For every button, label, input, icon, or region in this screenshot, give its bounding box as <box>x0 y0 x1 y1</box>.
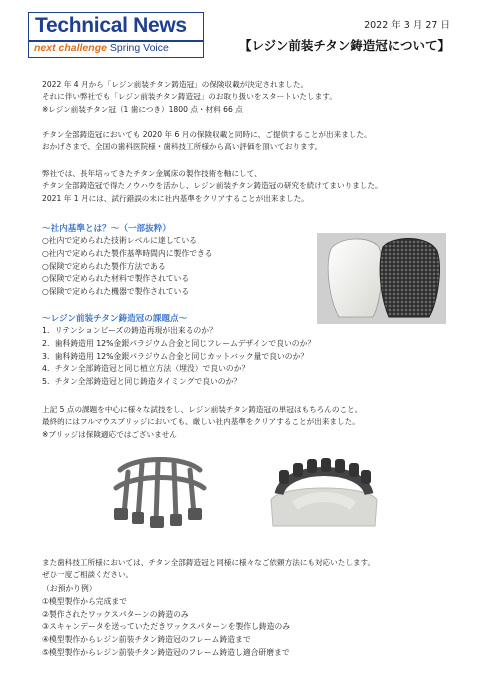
list-item: ①模型製作から完成まで <box>42 596 127 606</box>
list-item: 1．リテンションビーズの鋳造再現が出来るのか？ <box>42 326 217 335</box>
text-line: ※レジン前装チタン冠（1 歯につき）1800 点・材料 66 点 <box>42 104 243 114</box>
text-line: ぜひ一度ご相談ください。 <box>42 570 134 580</box>
list-item: ○保険で定められた機器で製作されている <box>42 287 190 297</box>
list-item: 2．歯科鋳造用 12%金銀パラジウム合金と同じフレームデザインで良いのか？ <box>42 338 316 348</box>
standards-heading: 〜社内基準とは？〜（一部抜粋） <box>42 224 171 234</box>
titanium-frame-photo <box>106 452 214 534</box>
resin-titanium-crown-photo <box>317 233 446 324</box>
list-item: ④模型製作からレジン前装チタン鋳造冠のフレーム鋳造まで <box>42 635 251 645</box>
frame-photo-graphic <box>106 452 214 534</box>
list-item: ⑤模型製作からレジン前装チタン鋳造冠のフレーム鋳造し適合研磨まで <box>42 647 290 657</box>
list-item: ○保険で定められた材料で製作されている <box>42 274 190 284</box>
text-line: 最終的にはフルマウスブリッジにおいても、厳しい社内基準をクリアすることが出来ました。 <box>42 417 360 427</box>
text-line: それに伴い弊社でも「レジン前装チタン鋳造冠」のお取り扱いをスタートいたします。 <box>42 92 337 102</box>
list-item: ○保険で定められた製作方法である <box>42 261 166 271</box>
full-mouth-bridge-photo <box>265 454 383 532</box>
support-paragraph <box>42 557 375 582</box>
crown-photo-graphic <box>317 233 446 324</box>
text-line: 上記 5 点の課題を中心に様々な試技をし、レジン前装チタン鋳造冠の単冠はもちろんのこと。 <box>42 405 363 414</box>
result-paragraph <box>42 404 362 441</box>
list-item: 5．チタン全部鋳造冠と同じ鋳造タイミングで良いのか？ <box>42 377 242 387</box>
text-line: 2022 年 4 月から「レジン前装チタン鋳造冠」の保険収載が決定されました。 <box>42 80 309 89</box>
technical-news-logo <box>28 12 204 58</box>
logo-subtitle-next-challenge: next challenge <box>34 42 107 54</box>
list-item: ○社内で定められた技術レベルに達している <box>42 236 197 245</box>
document-title: 【レジン前装チタン鋳造冠について】 <box>238 38 450 53</box>
issue-date: 2022 年 3 月 27 日 <box>364 20 450 31</box>
research-paragraph <box>42 168 383 205</box>
logo-subtitle <box>34 42 169 54</box>
list-item: ○社内で定められた製作基準時間内に製作できる <box>42 248 213 258</box>
list-item: 3．歯科鋳造用 12%金銀パラジウム合金と同じカットバック量で良いのか？ <box>42 351 309 361</box>
list-item: 4．チタン全部鋳造冠と同じ植立方法（埋没）で良いのか？ <box>42 364 250 374</box>
text-line: チタン全部鋳造冠で得たノウハウを活かし、レジン前装チタン鋳造冠の研究を続けてまいりました。 <box>42 181 383 191</box>
text-line: おかげさまで、全国の歯科医院様・歯科技工所様から高い評価を頂いております。 <box>42 142 323 152</box>
logo-title: Technical News <box>35 14 187 37</box>
issues-list <box>42 325 315 389</box>
intro-paragraph <box>42 79 337 116</box>
list-item: ②製作されたワックスパターンの鋳造のみ <box>42 609 189 619</box>
logo-subtitle-spring-voice: Spring Voice <box>109 42 169 54</box>
text-line: 2021 年 1 月には、試行錯誤の末に社内基準をクリアすることが出来ました。 <box>42 193 309 203</box>
text-line: チタン全部鋳造冠においても 2020 年 6 月の保険収載と同時に、ご提供することが出来ました。 <box>42 130 372 139</box>
examples-heading: （お預かり例） <box>42 584 97 593</box>
text-line: また歯科技工所様においては、チタン全部鋳造冠と同様に様々なご依頼方法にも対応いたします。 <box>42 558 376 567</box>
bridge-photo-graphic <box>265 454 383 532</box>
examples-list <box>42 583 290 660</box>
text-line: ※ブリッジは保険適応ではございません <box>42 429 177 439</box>
text-line: 弊社では、長年培ってきたチタン金属床の製作技術を軸にして、 <box>42 169 262 178</box>
titanium-crown-paragraph <box>42 129 372 154</box>
list-item: ③スキャンデータを送っていただきワックスパターンを製作し鋳造のみ <box>42 622 291 632</box>
issues-heading: 〜レジン前装チタン鋳造冠の課題点〜 <box>42 314 188 324</box>
standards-list <box>42 235 213 299</box>
